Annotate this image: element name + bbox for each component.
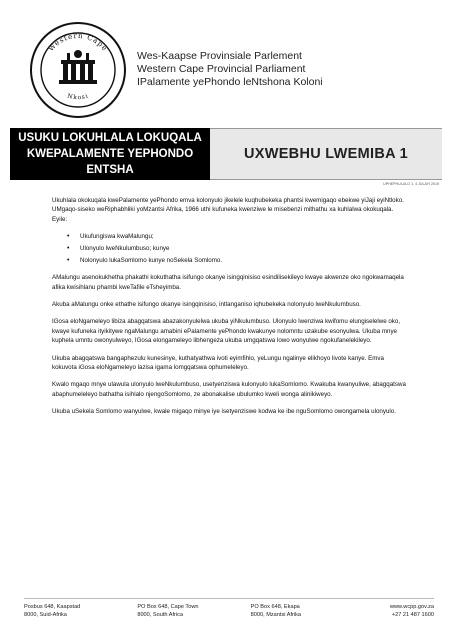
organisation-names (137, 50, 437, 89)
parliament-crest-icon (28, 20, 128, 120)
bullet-list (52, 232, 407, 265)
bullet-icon: • (67, 256, 70, 264)
document-body (52, 196, 407, 425)
fact-sheet-title: UXWEBHU LWEMIBA 1 (210, 128, 442, 180)
title-line-3: ENTSHA (86, 164, 134, 176)
website-link[interactable]: www.wcpp.gov.za (389, 604, 434, 610)
paragraph-7: Ukuba uSekela Somlomo wanyulwe, kwale migaqo minye iye isetyenziswe kodwa ke ibe nguSomlomo owongamela ulonyulo. (52, 408, 396, 416)
title-line-2: KWEPALAMENTE YEPHONDO (26, 148, 194, 160)
title-line-1: USUKU LOKUHLALA LOKUQALA (18, 132, 202, 144)
org-name-xhosa: IPalamente yePhondo leNtshona Koloni (137, 76, 323, 88)
reference-label: UPHEPHULULO 1, 4 JULAYI 2019 (383, 182, 439, 186)
list-item: • Ukufungiswa kwaMalungu; (67, 233, 154, 241)
paragraph-4: IGosa eloNgameleyo libiza abagqatswa abazakonyulelwa ukuba yiNkulumbuso. Ulonyulo lwenziwa kwifomu elungiselelwe oko, kwaye kufuneka ityikitywe ngaMalungu amabini ePalamente yePhondo kwakunye nolomntu uzakube esonyulwa. Ukuba mnye kuphela umntu owonyulweyo, IGosa elongameleyo libhengeza ukuba umgqatswa lowo wonyulwe ngokufanelekileyo. (52, 318, 401, 345)
paragraph-2: AMalungu asenokukhetha phakathi kokuthatha isifungo okanye isingqinisiso esindilisekileyo kwaye akwenze oko ngokwamaqela afika kwisihlanu phambi kweTafile eTsheyimba. (52, 274, 404, 291)
svg-text:Nkosi (66, 92, 89, 101)
bullet-icon: • (67, 245, 70, 253)
org-name-english: Western Cape Provincial Parliament (137, 63, 306, 75)
paragraph-3: Akuba aMalungu onke ethathe isifungo okanye isingqinisiso, intlanganiso iqhubekeka nolonyulo lweNkulumbuso. (52, 301, 361, 309)
document-title-banner (10, 128, 210, 180)
crest-text-top: Western Cape (47, 31, 110, 53)
bullet-icon: • (67, 233, 70, 241)
footer-address-afrikaans: Posbus 648, Kaapstad 8000, Suid-Afrika (24, 604, 81, 618)
phone-number: +27 21 487 1600 (391, 612, 434, 618)
crest-text-bottom: Nkosi (66, 92, 90, 102)
paragraph-1: Ukuhlala okokuqala kwePalamente yePhondo emva kolonyulo jikelele kuqhubekeka phantsi kwemigaqo ebekwe yiJaji eyiNtloko. UMgaqo-siseko weRiphabhliki yoMzantsi Afrika, 1966 uthi kufuneka kwenziwe le misebenzi mithathu xa kuhlalwa okokuqala. Eyile: (52, 197, 404, 223)
paragraph-5: Ukuba abagqatswa bangaphezulu kunesinye, kuthatyathwa ivoti eyimfihlo, yeLungu ngalinye elikhoyo livote kanye. Emva kokuvota iGosa eloNgameleyo lazisa igama lomgqatswa ophumeleleyo. (52, 354, 384, 372)
list-item: • Nolonyulo lukaSomlomo kunye noSekela Somlomo. (67, 256, 223, 264)
list-item: • Ulonyulo lweNkulumbuso; kunye (67, 245, 170, 253)
footer-contact (364, 603, 434, 619)
footer-address-xhosa: PO Box 648, Ekapa 8000, Mzantsi Afrika (250, 604, 302, 618)
paragraph-6: Kwalo mgaqo mnye ulawula ulonyulo lweNkulumbuso, usetyenziswa kulonyulo lukaSomlomo. Kwakuba kwanyuliwe, abagqatswa abaphumeleleyo bathatha isihlalo njengoSomlomo, ze abonakalise ubulumko kweli wonga alinikiweyo. (52, 381, 406, 398)
address-footer (24, 598, 434, 619)
svg-text:Western Cape (47, 32, 109, 53)
org-name-afrikaans: Wes-Kaapse Provinsiale Parlement (137, 50, 302, 62)
footer-address-english: PO Box 648, Cape Town 8000, South Africa (137, 604, 199, 618)
